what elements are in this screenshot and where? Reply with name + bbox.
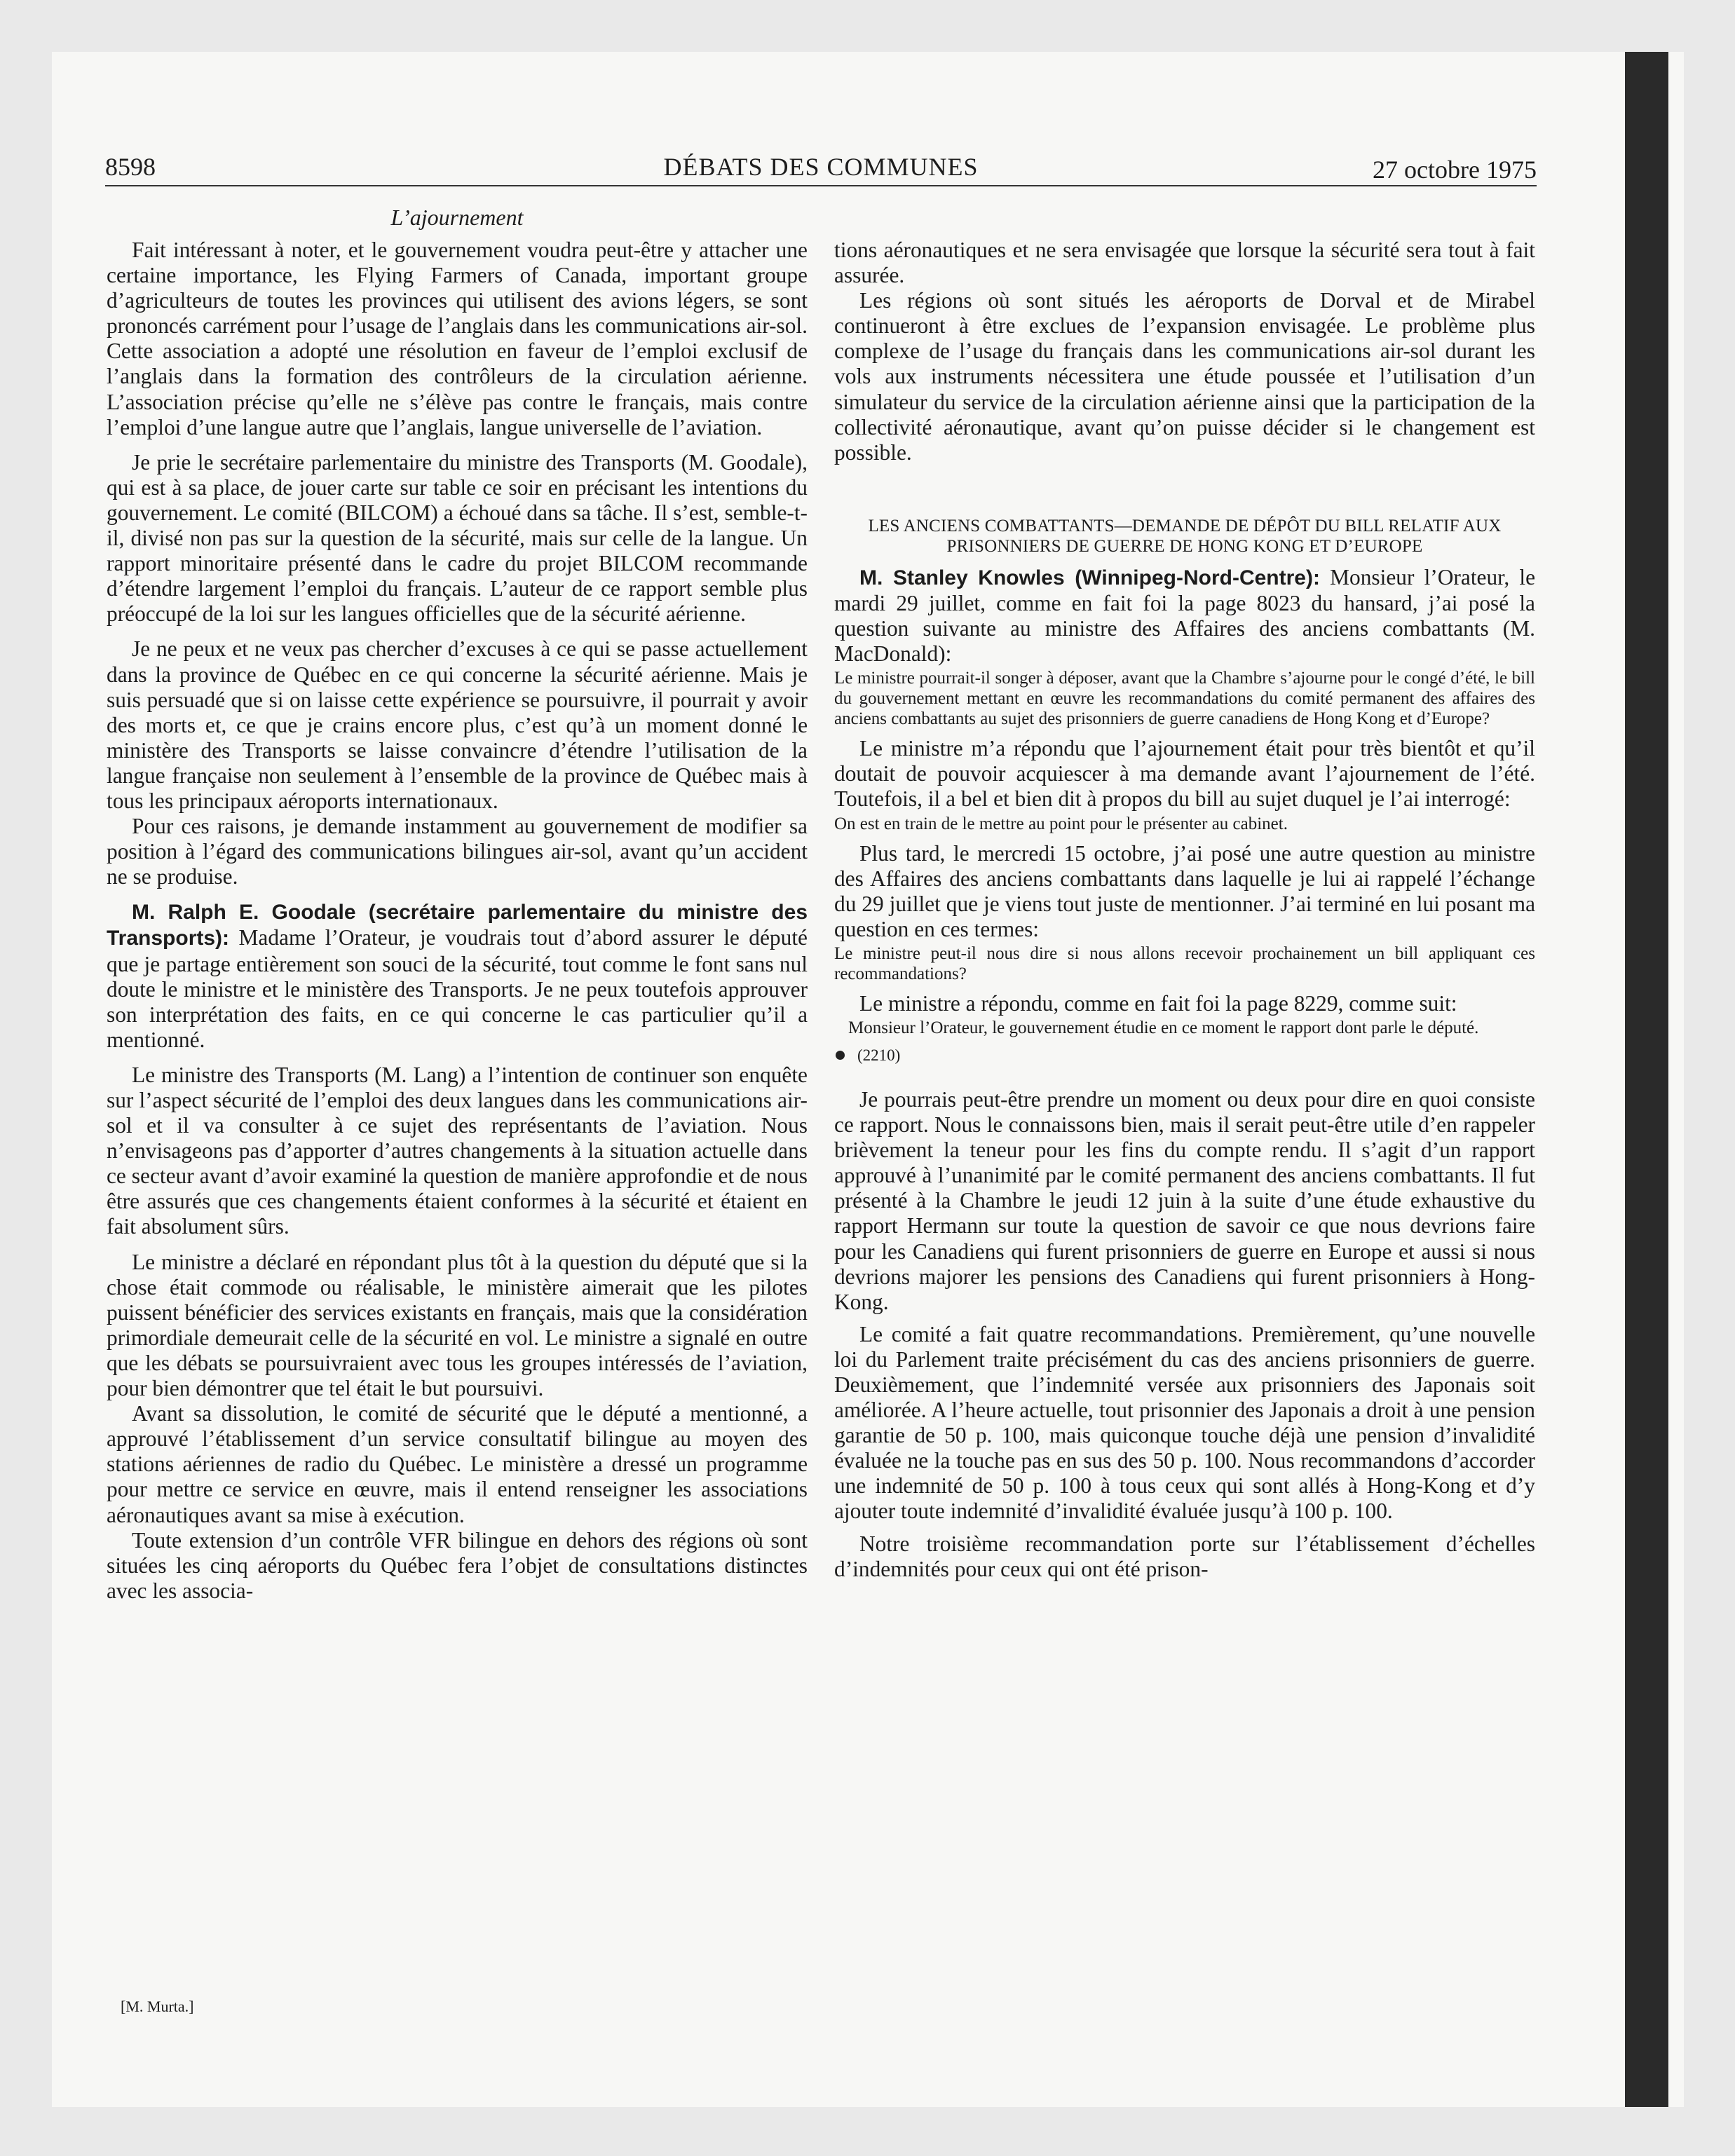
- speaker-attribution: [M. Murta.]: [121, 1998, 194, 2015]
- block-quote: On est en train de le mettre au point pour le présenter au cabinet.: [834, 814, 1288, 833]
- paragraph: tions aéronautiques et ne sera envisagée que lorsque la sécurité sera tout à fait assurée.: [834, 238, 1535, 288]
- right-column: [834, 238, 1535, 1582]
- section-title: L’ajournement: [390, 205, 524, 230]
- rubric-heading: LES ANCIENS COMBATTANTS—DEMANDE DE DÉPÔT DU BILL RELATIF AUX PRISONNIERS DE GUERRE DE HONG KONG ET D’EUROPE: [868, 516, 1502, 556]
- speech-paragraph: [834, 565, 1535, 667]
- paragraph: Je ne peux et ne veux pas chercher d’excuses à ce qui se passe actuellement dans la province de Québec en ce qui concerne la sécurité aérienne. Mais je suis persuadé que si on laisse cette expérience se poursuivre, il pourrait y avoir des morts et, ce que je crains encore plus, c’est qu’à un moment donné le ministère des Transports se laisse convaincre d’étendre l’utilisation de la langue française non seulement à l’ensemble de la province de Québec mais à tous les principaux aéroports internationaux.: [107, 636, 808, 813]
- paragraph: Le ministre des Transports (M. Lang) a l’intention de continuer son enquête sur l’aspect sécurité de l’emploi des deux langues dans les communications air-sol et il va consulter à ce sujet des représentants de l’aviation. Nous n’envisageons pas d’apporter d’autres changements à la situation actuelle dans ce secteur avant d’avoir examiné la question de manière approfondie et de nous être assurés que ces changements étaient conformes à la sécurité et étaient en fait absolument sûrs.: [107, 1062, 808, 1239]
- page-number: 8598: [105, 153, 156, 181]
- paragraph: Le comité a fait quatre recommandations. Premièrement, qu’une nouvelle loi du Parlement traite précisément du cas des anciens prisonniers de guerre. Deuxièmement, que l’indemnité versée aux prisonniers des Japonais soit améliorée. A l’heure actuelle, tout prisonnier des Japonais a droit à une pension garantie de 50 p. 100, mais quiconque touche déjà une pension d’invalidité évaluée ne la touche pas en sus des 50 p. 100. Nous recommandons d’accorder une indemnité de 50 p. 100 à tous ceux qui sont allés à Hong-Kong et d’y ajouter toute indemnité d’invalidité évaluée jusqu’à 100 p. 100.: [834, 1321, 1535, 1524]
- paragraph: Plus tard, le mercredi 15 octobre, j’ai posé une autre question au ministre des Affaires des anciens combattants dans laquelle je lui ai rappelé l’échange du 29 juillet que je viens tout juste de mentionner. J’ai terminé en lui posant ma question en ces termes:: [834, 840, 1535, 941]
- paragraph: Les régions où sont situés les aéroports de Dorval et de Mirabel continueront à être exclues de l’expansion envisagée. Le problème plus complexe de l’usage du français dans les communications air-sol durant les vols aux instruments nécessitera une étude poussée et l’utilisation d’un simulateur du service de la circulation aérienne ainsi que la participation de la collectivité aéronautique, avant qu’on puisse décider si le changement est possible.: [834, 288, 1535, 465]
- speech-text: Monsieur l’Orateur, le mardi 29 juillet, comme en fait foi la page 8023 du hansard, j’ai posé la question suivante au ministre des Affaires des anciens combattants (M. MacDonald):: [834, 564, 1536, 667]
- speech-paragraph: [107, 899, 808, 1053]
- scan-edge: [1625, 52, 1668, 2107]
- speaker-name: M. Stanley Knowles (Winnipeg-Nord-Centre):: [859, 566, 1320, 589]
- publication-title: DÉBATS DES COMMUNES: [663, 153, 979, 181]
- paragraph: Je prie le secrétaire parlementaire du ministre des Transports (M. Goodale), qui est à sa place, de jouer carte sur table ce soir en précisant les intentions du gouvernement. Le comité (BILCOM) a échoué dans sa tâche. Il s’est, semble-t-il, divisé non pas sur la question de la sécurité, mais sur celle de la langue. Un rapport minoritaire présenté dans le cadre du projet BILCOM recommande d’étendre largement l’emploi du français. L’auteur de ce rapport semble plus préoccupé de la loi sur les langues officielles que de la sécurité aérienne.: [107, 449, 808, 627]
- timestamp: [836, 1045, 1535, 1066]
- timestamp-text: (2210): [857, 1046, 901, 1064]
- paragraph: Le ministre a déclaré en répondant plus tôt à la question du député que si la chose était commode ou réalisable, le ministère aimerait que les pilotes puissent bénéficier des services existants en français, mais que la considération primordiale demeurait celle de la sécurité en vol. Le ministre a signalé en outre que les débats se poursuivraient avec tous les groupes intéressés de l’aviation, pour bien démontrer que tel était le but poursuivi.: [107, 1249, 808, 1401]
- block-quote: Le ministre pourrait-il songer à déposer, avant que la Chambre s’ajourne pour le congé d’été, le bill du gouvernement mettant en œuvre les recommandations du comité permanent des affaires des anciens combattants au sujet des prisonniers de guerre canadiens de Hong Kong et d’Europe?: [834, 669, 1535, 729]
- page-header: [105, 150, 1537, 186]
- page-date: 27 octobre 1975: [1373, 156, 1537, 184]
- speaker-name: M. Ralph E. Goodale (secrétaire parlementaire du ministre des Transports):: [107, 901, 808, 950]
- block-quote: Le ministre peut-il nous dire si nous allons recevoir prochainement un bill appliquant ces recommandations?: [834, 943, 1535, 983]
- speech-text: Madame l’Orateur, je voudrais tout d’abord assurer le député que je partage entièrement son souci de la sécurité, tout comme le font sans nul doute le ministre et le ministère des Transports. Je ne peux toutefois approuver son interprétation des faits, en ce qui concerne le cas particulier qu’il a mentionné.: [107, 925, 808, 1052]
- paragraph: Le ministre m’a répondu que l’ajournement était pour très bientôt et qu’il doutait de pouvoir acquiescer à ma demande avant l’ajournement de l’été. Toutefois, il a bel et bien dit à propos du bill au sujet duquel je l’ai interrogé:: [834, 736, 1535, 812]
- paragraph: Toute extension d’un contrôle VFR bilingue en dehors des régions où sont situées les cinq aéroports du Québec fera l’objet de consultations distinctes avec les associa-: [107, 1527, 808, 1603]
- paragraph: Fait intéressant à noter, et le gouvernement voudra peut-être y attacher une certaine importance, les Flying Farmers of Canada, important groupe d’agriculteurs de toutes les provinces qui utilisent des avions légers, se sont prononcés carrément pour l’usage de l’anglais dans les communications air-sol. Cette association a adopté une résolution en faveur de l’emploi exclusif de l’anglais dans la formation des contrôleurs de la circulation aérienne. L’association précise qu’elle ne s’élève pas contre le français, mais contre l’emploi d’une langue autre que l’anglais, langue universelle de l’aviation.: [107, 238, 808, 439]
- bullet-icon: [836, 1051, 845, 1060]
- paragraph: Pour ces raisons, je demande instamment au gouvernement de modifier sa position à l’égard des communications bilingues air-sol, avant qu’un accident ne se produise.: [107, 814, 808, 889]
- paragraph: Le ministre a répondu, comme en fait foi la page 8229, comme suit:: [859, 990, 1457, 1016]
- paragraph: Je pourrais peut-être prendre un moment ou deux pour dire en quoi consiste ce rapport. Nous le connaissons bien, mais il serait peut-être utile d’en rappeler brièvement la teneur pour les fins du compte rendu. Il s’agit d’un rapport approuvé à l’unanimité par le comité permanent des anciens combattants. Il fut présenté à la Chambre le jeudi 12 juin à la suite d’une étude exhaustive du rapport Hermann sur toute la question de savoir ce que nous devrions faire pour les Canadiens qui furent prisonniers de guerre en Europe et aussi si nous devrions majorer les pensions des Canadiens qui furent prisonniers à Hong-Kong.: [834, 1086, 1535, 1314]
- left-column: [107, 238, 808, 1604]
- block-quote: Monsieur l’Orateur, le gouvernement étudie en ce moment le rapport dont parle le député.: [848, 1018, 1479, 1037]
- paragraph: Avant sa dissolution, le comité de sécurité que le député a mentionné, a approuvé l’établissement d’un service consultatif bilingue au moyen des stations aériennes de radio du Québec. Le ministère a dressé un programme pour mettre ce service en œuvre, mais il entend renseigner les associations aéronautiques avant sa mise à exécution.: [107, 1401, 808, 1527]
- paragraph: Notre troisième recommandation porte sur l’établissement d’échelles d’indemnités pour ceux qui ont été prison-: [834, 1531, 1535, 1581]
